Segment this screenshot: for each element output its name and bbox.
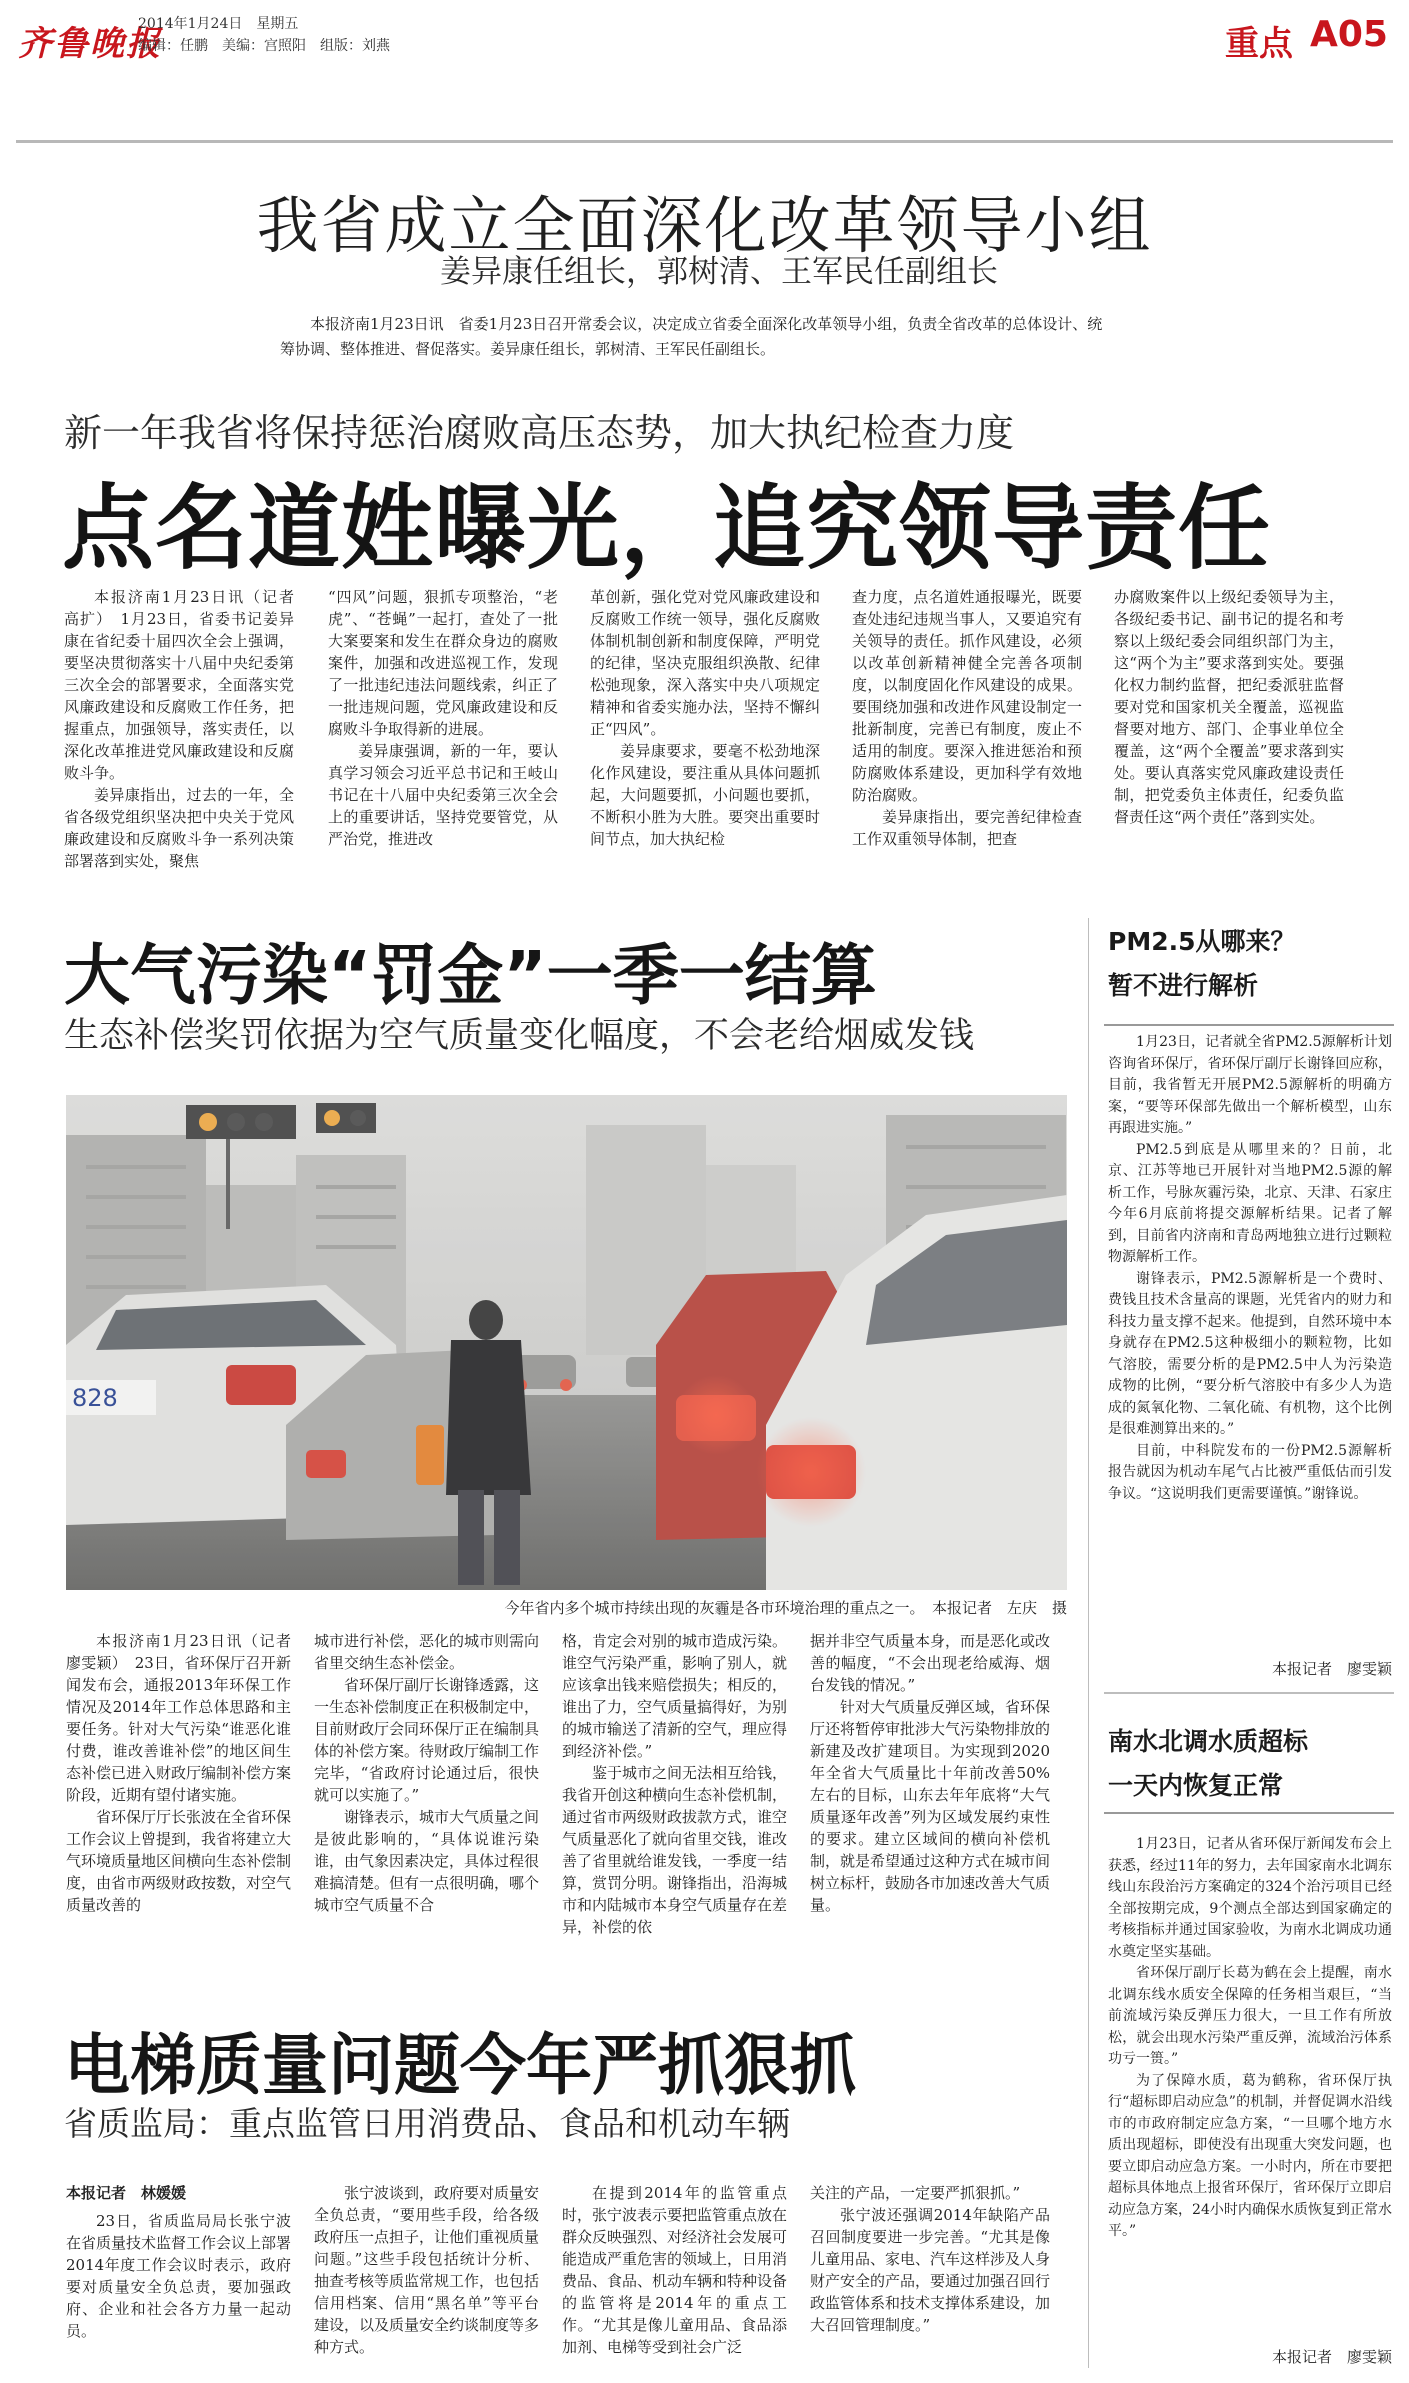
story4-col3-p1: 在提到2014年的监管重点时，张宁波表示要把监管重点放在群众反映强烈、对经济社会发展可能造成严重危害的领域上，日用消费品、食品、机动车辆和特种设备的监管将是2014年的重点工作。“尤其是像儿童用品、食品添加剂、电梯等受到社会广泛 [562,2184,788,2356]
story3-col2 [314,1630,539,1970]
story4-subhead: 省质监局：重点监管日用消费品、食品和机动车辆 [64,2104,790,2143]
sidebar2-p2: 省环保厅副厅长葛为鹤在会上提醒，南水北调东线水质安全保障的任务相当艰巨，“当前流域污染反弹压力很大，一旦工作有所放松，就会出现水污染严重反弹，流域治污体系功亏一篑。” [1108,1965,1392,2067]
story2-col3 [590,586,820,872]
story2-col1 [64,586,310,872]
sidebar2-title-rule [1104,1812,1394,1814]
story3-col2-p1: 城市进行补偿，恶化的城市则需向省里交纳生态补偿金。 [314,1632,540,1672]
story4-byline: 本报记者 林媛媛 [66,2184,187,2202]
story3-col4-p1: 据并非空气质量本身，而是恶化或改善的幅度，“不会出现老给威海、烟台发钱的情况。” [810,1632,1051,1694]
sidebar1-title1: PM2.5从哪来？ [1108,927,1296,956]
story2-kicker: 新一年我省将保持惩治腐败高压态势，加大执纪检查力度 [64,411,1015,455]
story3-subhead: 生态补偿奖罚依据为空气质量变化幅度，不会老给烟威发钱 [64,1016,975,1056]
story3-col4-p2: 针对大气质量反弹区域，省环保厅还将暂停审批涉大气污染物排放的新建及改扩建项目。为实现到2020年全省大气质量比十年前改善50%左右的目标，山东去年年底将“大气质量逐年改善”列为区域发展约束性的要求。建立区域间的横向补偿机制，就是希望通过这种方式在城市间树立标杆，鼓励各市加速改善大气质量。 [810,1698,1051,1914]
story1-body [280,312,1140,362]
story3-col3-p1: 格，肯定会对别的城市造成污染。谁空气污染严重，影响了别人，就应该拿出钱来赔偿损失；相反的，谁出了力，空气质量搞得好，为别的城市输送了清新的空气，理应得到经济补偿。” [562,1632,788,1760]
story2-col4-p1: 查力度，点名道姓通报曝光，既要查处违纪违规当事人，又要追究有关领导的责任。抓作风建设，必须以改革创新精神健全完善各项制度，以制度固化作风建设的成果。要围绕加强和改进作风建设制定一批新制度，完善已有制度，废止不适用的制度。要深入推进惩治和预防腐败体系建设，更加科学有效地防治腐败。 [852,588,1082,804]
sidebar1-title2: 暂不进行解析 [1108,971,1259,1000]
story3-col1-p1: 本报济南1月23日讯（记者 廖雯颖） 23日，省环保厅召开新闻发布会，通报2013年环保工作情况及2014年工作总体思路和主要任务。针对大气污染“谁恶化谁付费，谁改善谁补偿”的地区间生态补偿已进入财政厅编制补偿方案阶段，近期有望付诸实施。 [66,1632,307,1804]
story4-col1-p1: 23日，省质监局局长张宁波在省质量技术监督工作会议上部署2014年度工作会议时表示，政府要对质量安全负总责，要加强政府、企业和社会各方力量一起动员。 [66,2212,292,2340]
story1-subhead: 姜异康任组长，郭树清、王军民任副组长 [440,254,998,290]
story2-col3-p2: 姜异康要求，要毫不松劲地深化作风建设，要注重从具体问题抓起，大问题要抓，小问题也要抓，不断积小胜为大胜。要突出重要时间节点，加大执纪检 [590,742,820,848]
story1-body-line2: 筹协调、整体推进、督促落实。姜异康任组长，郭树清、王军民任副组长。 [280,340,776,358]
sidebar1-p4: 目前，中科院发布的一份PM2.5源解析报告就因为机动车尾气占比被严重低估而引发争议。“这说明我们更需要谨慎。”谢锋说。 [1108,1442,1392,1502]
story3-col1 [66,1630,307,1970]
smog-traffic-photo [66,1095,1067,1590]
masthead [0,0,1409,80]
smog-traffic-photo-image [66,1095,1067,1590]
sidebar2-title1: 南水北调水质超标 [1108,1727,1309,1756]
section-label: 重点 [1225,24,1293,64]
story2-col4-p2: 姜异康指出，要完善纪律检查工作双重领导体制，把查 [852,808,1082,848]
story2-col3-p1: 革创新，强化党对党风廉政建设和反腐败工作统一领导，强化反腐败体制机制创新和制度保障，严明党的纪律，坚决克服组织涣散、纪律松弛现象，深入落实中央八项规定精神和省委实施办法，坚持不懈纠正“四风”。 [590,588,820,738]
newspaper-logo: 齐鲁晚报 [18,24,162,64]
story4-col1 [66,2210,291,2370]
license-plate: 828 [72,1384,118,1412]
story3-col2-p3: 谢锋表示，城市大气质量之间是彼此影响的，“具体说谁污染谁，由气象因素决定，具体过程很难搞清楚。但有一点很明确，哪个城市空气质量不合 [314,1808,540,1914]
sidebar-separator [1104,1692,1394,1694]
story4-col3 [562,2182,787,2370]
photo-caption: 今年省内多个城市持续出现的灰霾是各市环境治理的重点之一。 本报记者 左庆 摄 [504,1599,1067,1617]
story2-col4 [852,586,1082,872]
sidebar2-p1: 1月23日，记者从省环保厅新闻发布会上获悉，经过11年的努力，去年国家南水北调东线山东段治污方案确定的324个治污项目已经全部按期完成，9个测点全部达到国家确定的考核指标并通过国家验收，为南水北调成功通水奠定坚实基础。 [1108,1836,1392,1960]
story4-col2 [314,2182,539,2370]
story1-body-line1: 本报济南1月23日讯 省委1月23日召开常委会议，决定成立省委全面深化改革领导小组，负责全省改革的总体设计、统 [310,315,1103,333]
story2-headline: 点名道姓曝光，追究领导责任 [62,475,1272,582]
masthead-rule [16,140,1393,143]
sidebar2-body [1108,1834,1392,2340]
page-number: A05 [1310,14,1388,55]
sidebar-divider [1088,918,1089,2368]
story2-col1-p1: 本报济南1月23日讯（记者 高扩） 1月23日，省委书记姜异康在省纪委十届四次全会上强调，要坚决贯彻落实十八届中央纪委第三次全会的部署要求，全面落实党风廉政建设和反腐败工作任务，把握重点，加强领导，落实责任，以深化改革推进党风廉政建设和反腐败斗争。 [64,588,310,782]
story2-col5 [1114,586,1344,872]
story4-col2-p1: 张宁波谈到，政府要对质量安全负总责，“要用些手段，给各级政府压一点担子，让他们重视质量问题。”这些手段包括统计分析、抽查考核等质监常规工作，也包括信用档案、信用“黑名单”等平台建设，以及质量安全约谈制度等多种方式。 [314,2184,540,2356]
sidebar2-byline: 本报记者 廖雯颖 [1271,2348,1392,2366]
story3-col4 [810,1630,1050,1970]
story4-col4-p1: 关注的产品，一定要严抓狠抓。” [810,2184,1021,2202]
sidebar1-p3: 谢锋表示，PM2.5源解析是一个费时、费钱且技术含量高的课题，光凭省内的财力和科技力量支撑不起来。他提到，自然环境中本身就存在PM2.5这种极细小的颗粒物，比如气溶胶，需要分析的是PM2.5中人为污染造成物的比例，“要分析气溶胶中有多少人为造成的氮氧化物、二氧化硫、有机物，这个比例是很难测算出来的。” [1108,1270,1392,1437]
sidebar2-title2: 一天内恢复正常 [1108,1771,1284,1800]
story4-col4 [810,2182,1050,2370]
editor-credits: 编辑：任鹏 美编：宫照阳 组版：刘燕 [138,38,390,54]
story2-col2-p2: 姜异康强调，新的一年，要认真学习领会习近平总书记和王岐山书记在十八届中央纪委第三次全会上的重要讲话，坚持党要管党，从严治党，推进改 [328,742,558,848]
issue-date: 2014年1月24日 星期五 [138,16,299,32]
story2-col2 [328,586,558,872]
story4-col4-p2: 张宁波还强调2014年缺陷产品召回制度要进一步完善。“尤其是像儿童用品、家电、汽车这样涉及人身财产安全的产品，要通过加强召回行政监管体系和技术支撑体系建设，加大召回管理制度。” [810,2206,1051,2334]
story3-headline: 大气污染“罚金”一季一结算 [64,937,877,1014]
story3-col3-p2: 鉴于城市之间无法相互给钱，我省开创这种横向生态补偿机制，通过省市两级财政拔款方式，谁空气质量恶化了就向省里交钱，谁改善了省里就给谁发钱，一季度一结算，赏罚分明。谢锋指出，沿海城市和内陆城市本身空气质量存在差异，补偿的依 [562,1764,788,1936]
sidebar1-byline: 本报记者 廖雯颖 [1271,1660,1392,1678]
story2-col2-p1: “四风”问题，狠抓专项整治，“老虎”、“苍蝇”一起打，查处了一批大案要案和发生在群众身边的腐败案件，加强和改进巡视工作，发现了一批违纪违法问题线索，纠正了一批违规问题，党风廉政建设和反腐败斗争取得新的进展。 [328,588,558,738]
sidebar2-p3: 为了保障水质，葛为鹤称，省环保厅执行“超标即启动应急”的机制，并督促调水沿线市的市政府制定应急方案，“一旦哪个地方水质出现超标，即使没有出现重大突发问题，也要立即启动应急方案。一小时内，所在市要把超标具体地点上报省环保厅，省环保厅立即启动应急方案，24小时内确保水质恢复到正常水平。” [1108,2072,1392,2239]
story3-col3 [562,1630,787,1970]
story3-col2-p2: 省环保厅副厅长谢锋透露，这一生态补偿制度正在积极制定中，目前财政厅会同环保厅正在编制具体的补偿方案。待财政厅编制工作完毕，“省政府讨论通过后，很快就可以实施了。” [314,1676,540,1804]
sidebar1-p2: PM2.5到底是从哪里来的？日前，北京、江苏等地已开展针对当地PM2.5源的解析工作，号脉灰霾污染，北京、天津、石家庄今年6月底前将提交源解析结果。记者了解到，目前省内济南和青岛两地独立进行过颗粒物源解析工作。 [1108,1141,1392,1265]
story3-col1-p2: 省环保厅厅长张波在全省环保工作会议上曾提到，我省将建立大气环境质量地区间横向生态补偿制度，由省市两级财政按数，对空气质量改善的 [66,1808,292,1914]
story2-col5-p1: 办腐败案件以上级纪委领导为主，各级纪委书记、副书记的提名和考察以上级纪委会同组织部门为主，这“两个为主”要求落到实处。要强化权力制约监督，把纪委派驻监督要对党和国家机关全覆盖，巡视监督要对地方、部门、企事业单位全覆盖，这“两个全覆盖”要求落到实处。要认真落实党风廉政建设责任制，把党委负主体责任，纪委负监督责任这“两个责任”落到实处。 [1114,588,1344,826]
sidebar1-p1: 1月23日，记者就全省PM2.5源解析计划咨询省环保厅，省环保厅副厅长谢锋回应称，目前，我省暂无开展PM2.5源解析的明确方案，“要等环保部先做出一个解析模型，山东再跟进实施。” [1108,1034,1392,1136]
story4-headline: 电梯质量问题今年严抓狠抓 [64,2027,856,2104]
sidebar1-body [1108,1032,1392,1656]
story1-headline: 我省成立全面深化改革领导小组 [256,189,1153,262]
story2-col1-p2: 姜异康指出，过去的一年，全省各级党组织坚决把中央关于党风廉政建设和反腐败斗争一系列决策部署落到实处，聚焦 [64,786,294,870]
sidebar1-title-rule [1104,1024,1394,1026]
